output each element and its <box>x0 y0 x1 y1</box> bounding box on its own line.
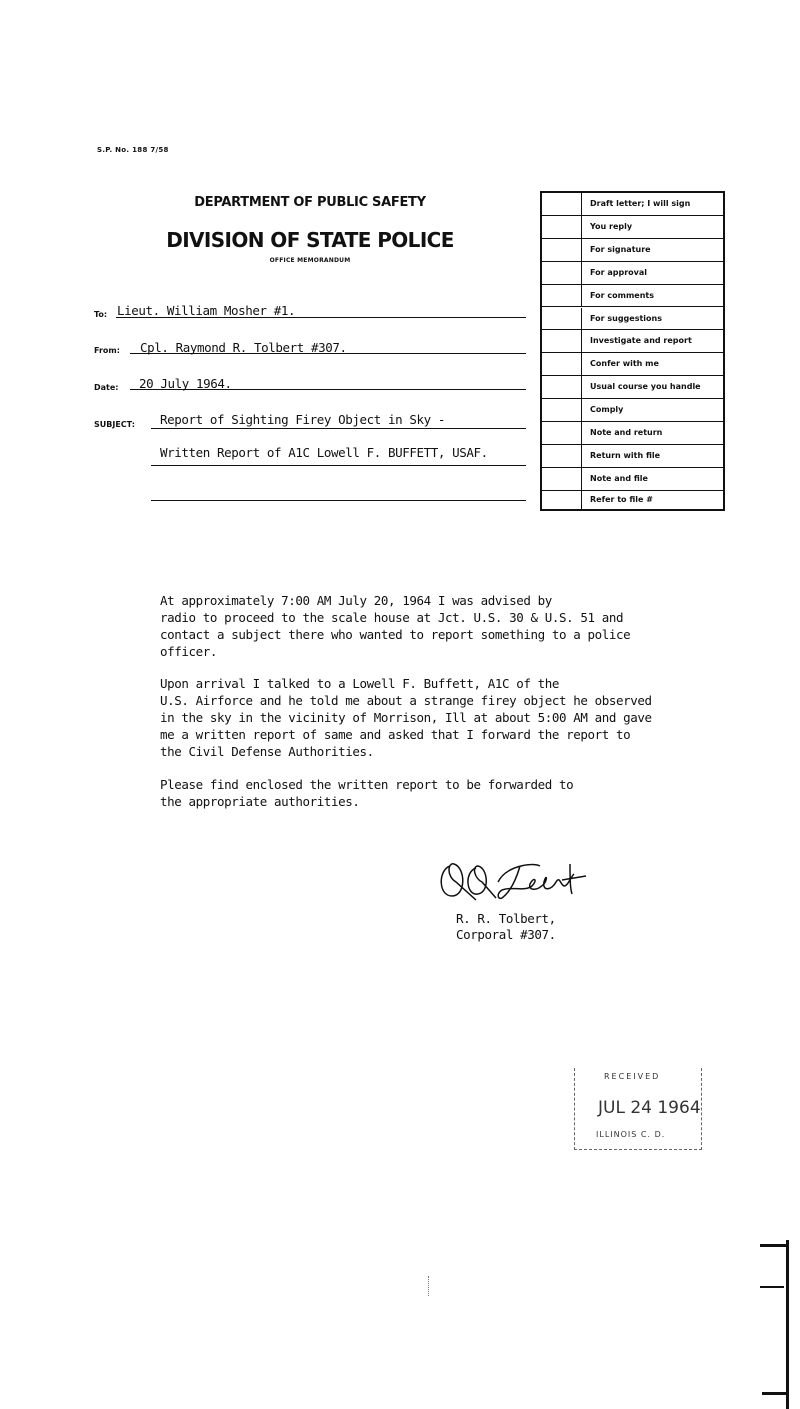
routing-label: Confer with me <box>590 359 659 369</box>
routing-label: Note and file <box>590 473 648 483</box>
routing-row <box>542 262 723 285</box>
signatory-title: Corporal #307. <box>456 927 556 942</box>
to-rule <box>116 317 526 318</box>
stamp-received-text: RECEIVED <box>604 1072 661 1081</box>
stamp-date: JUL 24 1964 <box>598 1098 701 1118</box>
scan-edge-bar <box>786 1240 789 1409</box>
department-heading: DEPARTMENT OF PUBLIC SAFETY <box>194 195 426 210</box>
routing-row <box>542 491 723 509</box>
scan-dust <box>428 1276 431 1296</box>
routing-checkbox[interactable] <box>542 262 582 284</box>
division-heading: DIVISION OF STATE POLICE <box>166 228 454 252</box>
routing-row <box>542 308 723 331</box>
routing-checkbox[interactable] <box>542 422 582 444</box>
routing-label: Usual course you handle <box>590 382 701 392</box>
routing-checkbox[interactable] <box>542 445 582 467</box>
scan-edge-mark <box>762 1392 788 1395</box>
routing-checkbox[interactable] <box>542 491 582 509</box>
routing-row <box>542 193 723 216</box>
routing-label: Comply <box>590 405 624 415</box>
signatory-name: R. R. Tolbert, <box>456 911 556 926</box>
routing-row <box>542 445 723 468</box>
subject-rule-3 <box>151 500 526 501</box>
routing-label: Draft letter; I will sign <box>590 199 691 208</box>
routing-checklist <box>540 191 725 511</box>
routing-label: Return with file <box>590 450 661 460</box>
subject-line-2: Written Report of A1C Lowell F. BUFFETT, USAF. <box>160 445 488 460</box>
routing-checkbox[interactable] <box>542 239 582 261</box>
form-number: S.P. No. 188 7/58 <box>97 146 169 154</box>
from-label: From: <box>94 346 120 355</box>
memo-type: OFFICE MEMORANDUM <box>269 257 351 264</box>
body-paragraph-2: Upon arrival I talked to a Lowell F. Buffett, A1C of the U.S. Airforce and he told me about a strange firey object he observed in the sky in the vicinity of Morrison, Ill at about 5:00 AM and gave me a written report of same and asked that I forward the report to the Civil Defense Authorities. <box>160 676 652 759</box>
routing-row <box>542 285 723 308</box>
scan-edge-mark <box>760 1244 788 1247</box>
to-value: Lieut. William Mosher #1. <box>117 303 296 318</box>
subject-rule-1 <box>151 428 526 429</box>
subject-line-1: Report of Sighting Firey Object in Sky - <box>160 412 446 427</box>
routing-label: Note and return <box>590 428 663 437</box>
routing-checkbox[interactable] <box>542 216 582 238</box>
received-stamp <box>574 1068 702 1150</box>
routing-checkbox[interactable] <box>542 399 582 421</box>
routing-row <box>542 216 723 239</box>
routing-label: Refer to file # <box>590 494 653 504</box>
routing-checkbox[interactable] <box>542 308 582 330</box>
scan-edge-mark <box>760 1286 784 1288</box>
subject-rule-2 <box>151 465 526 466</box>
routing-label: You reply <box>590 221 633 231</box>
routing-label: Investigate and report <box>590 336 692 346</box>
date-label: Date: <box>94 383 119 392</box>
routing-label: For approval <box>590 267 648 277</box>
routing-checkbox[interactable] <box>542 285 582 307</box>
routing-row <box>542 376 723 399</box>
routing-checkbox[interactable] <box>542 330 582 352</box>
from-rule <box>130 353 526 354</box>
date-value: 20 July 1964. <box>139 376 232 391</box>
stamp-office: ILLINOIS C. D. <box>596 1130 666 1139</box>
to-label: To: <box>94 310 108 319</box>
routing-row <box>542 353 723 376</box>
from-value: Cpl. Raymond R. Tolbert #307. <box>140 340 347 355</box>
routing-checkbox[interactable] <box>542 353 582 375</box>
routing-checkbox[interactable] <box>542 193 582 215</box>
body-paragraph-1: At approximately 7:00 AM July 20, 1964 I was advised by radio to proceed to the scale house at Jct. U.S. 30 & U.S. 51 and contact a subject there who wanted to report something to a police officer. <box>160 593 631 659</box>
body-paragraph-3: Please find enclosed the written report to be forwarded to the appropriate authorities. <box>160 777 574 809</box>
routing-label: For comments <box>590 290 654 300</box>
routing-row <box>542 239 723 262</box>
routing-row <box>542 399 723 422</box>
routing-checkbox[interactable] <box>542 376 582 398</box>
routing-row <box>542 468 723 491</box>
subject-label: SUBJECT: <box>94 420 135 429</box>
routing-row <box>542 330 723 353</box>
routing-label: For suggestions <box>590 313 662 323</box>
routing-checkbox[interactable] <box>542 468 582 490</box>
routing-row <box>542 422 723 445</box>
date-rule <box>130 389 526 390</box>
handwritten-signature <box>436 856 606 908</box>
routing-label: For signature <box>590 244 651 254</box>
